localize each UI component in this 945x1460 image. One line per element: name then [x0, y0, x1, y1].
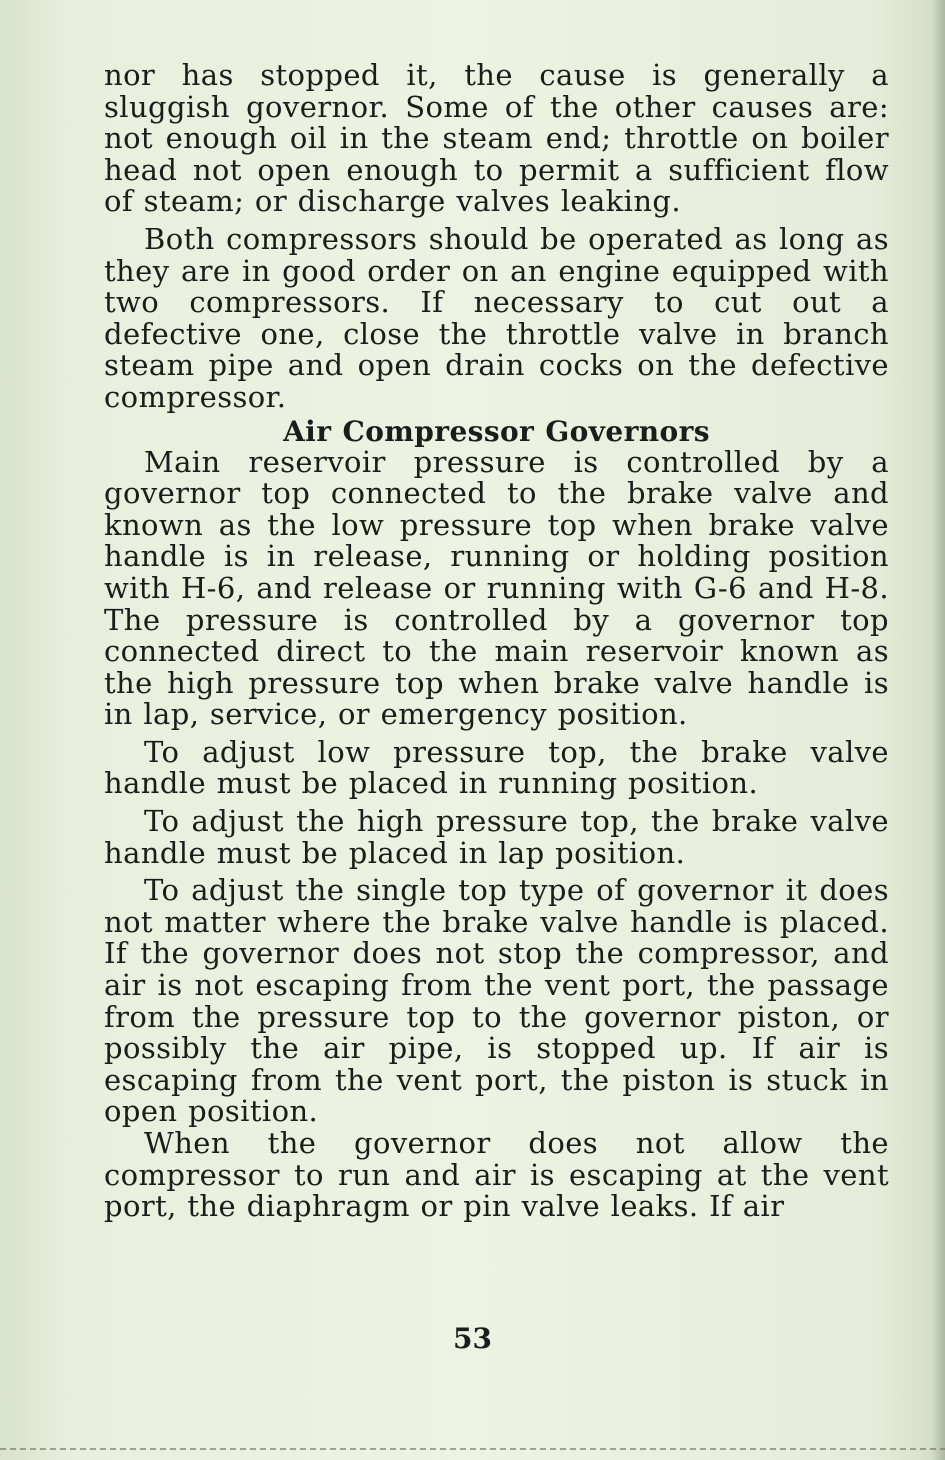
page-number: 53 — [453, 1322, 492, 1355]
paragraph-single-top: To adjust the single top type of governor it does not matter where the brake valve handle is placed. If the governor does not stop the compressor, and air is not escaping from the vent port, the passage from the pressure top to the governor piston, or possibly the air pipe, is stopped up. If air is escaping from the vent port, the piston is stuck in open position. — [104, 873, 889, 1129]
paragraph-high-pressure-top: To adjust the high pressure top, the brake valve handle must be placed in lap position. — [104, 804, 889, 870]
paragraph-continued: nor has stopped it, the cause is generally a sluggish governor. Some of the other causes are: not enough oil in the steam end; throttle on boiler head not open enough to permit a sufficient flow of steam; or discharge valves leaking. — [104, 58, 889, 219]
paragraph-governor-leak: When the governor does not allow the compressor to run and air is escaping at the vent port, the diaphragm or pin valve leaks. If air — [104, 1126, 889, 1224]
paragraph-low-pressure-top: To adjust low pressure top, the brake valve handle must be placed in running position. — [104, 734, 889, 801]
bottom-edge-line — [0, 1448, 945, 1450]
paragraph-compressors: Both compressors should be operated as long as they are in good order on an engine equipped with two compressors. If necessary to cut out a defective one, close the throttle valve in branch steam pipe and open drain cocks on the defective compressor. — [104, 221, 889, 414]
body-text — [104, 60, 889, 1223]
page-edge-shadow — [931, 0, 945, 1460]
section-heading: Air Compressor Governors — [283, 414, 710, 448]
paragraph-main-reservoir: Main reservoir pressure is controlled by a governor top connected to the brake valve and known as the low pressure top when brake valve handle is in release, running or holding position with H-6, and release or running with G-6 and H-8. The pressure is controlled by a governor top connected direct to the main reservoir known as the high pressure top when brake valve handle is in lap, service, or emergency position. — [104, 444, 889, 732]
